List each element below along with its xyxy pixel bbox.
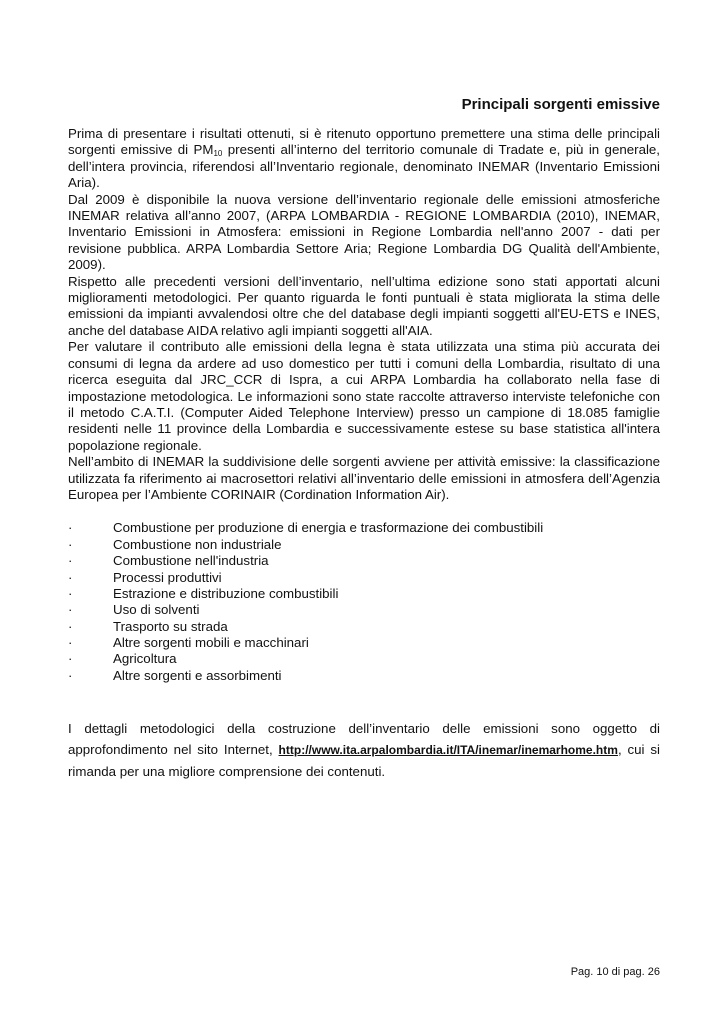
closing-text-after: , cui si rimanda per una migliore comprensione dei contenuti. — [68, 742, 660, 779]
paragraph-intro — [68, 126, 660, 192]
list-item: · Combustione nell'industria — [68, 553, 269, 569]
paragraph-classification: Nell’ambito di INEMAR la suddivisione delle sorgenti avviene per attività emissive: la classificazione utilizzata fa riferimento ai macrosettori relativi all’inventario delle emissioni in atmosfera dell’Agenzia Europea per l’Ambiente CORINAIR (Cordination Information Air). — [68, 454, 660, 502]
bullet-icon: · — [68, 585, 73, 601]
bullet-icon: · — [68, 618, 73, 634]
list-item: · Estrazione e distribuzione combustibili — [68, 585, 339, 601]
closing-text-before: I dettagli metodologici della costruzione dell’inventario delle emissioni sono oggetto di approfondimento nel sito Internet, — [68, 721, 660, 757]
bullet-icon: · — [68, 635, 73, 651]
list-item: · Combustione per produzione di energia e trasformazione dei combustibili — [68, 520, 544, 536]
list-item: · Uso di solventi — [68, 602, 200, 618]
bullet-icon: · — [68, 553, 73, 569]
bullet-icon: · — [68, 569, 73, 585]
list-item: · Trasporto su strada — [68, 618, 228, 634]
list-item: · Agricoltura — [68, 651, 177, 667]
body-text — [68, 126, 660, 684]
paragraph-inventory-version: Dal 2009 è disponibile la nuova versione dell’inventario regionale delle emissioni atmosferiche INEMAR relativa all’anno 2007, (ARPA LOMBARDIA - REGIONE LOMBARDIA (2010), INEMAR, Inventario Emissioni in Atmosfera: emissioni in Regione Lombardia nell'anno 2007 - dati per revisione pubblica. ARPA Lombardia Settore Aria; Regione Lombardia DG Qualità dell'Ambiente, 2009). — [68, 191, 660, 273]
section-heading: Principali sorgenti emissive — [461, 96, 660, 113]
bullet-icon: · — [68, 651, 73, 667]
bullet-icon: · — [68, 602, 73, 618]
paragraph-intro-part2: presenti all’interno del territorio comunale di Tradate e, più in generale, dell’intera provincia, riferendosi all’Inventario regionale, denominato INEMAR (Inventario Emissioni Aria). — [68, 142, 661, 191]
list-item: · Altre sorgenti mobili e macchinari — [68, 635, 309, 651]
bullet-icon: · — [68, 536, 73, 552]
list-item: · Altre sorgenti e assorbimenti — [68, 667, 282, 683]
pm-subscript: 10 — [213, 149, 223, 159]
list-item: · Combustione non industriale — [68, 536, 282, 552]
paragraph-intro-part1: Prima di presentare i risultati ottenuti, si è ritenuto opportuno premettere una stima delle principali sorgenti emissive di PM — [68, 126, 660, 158]
closing-paragraph — [68, 718, 660, 782]
bullet-icon: · — [68, 520, 73, 536]
macrosector-list — [68, 520, 660, 684]
list-item: · Processi produttivi — [68, 569, 222, 585]
paragraph-improvements: Rispetto alle precedenti versioni dell’inventario, nell’ultima edizione sono stati apportati alcuni miglioramenti metodologici. Per quanto riguarda le fonti puntuali è stata migliorata la stima delle emissioni da impianti avvalendosi oltre che del database degli impianti soggetti all'EU-ETS e INES, anche del database AIDA relativo agli impianti soggetti all'AIA. — [68, 273, 660, 338]
bullet-icon: · — [68, 667, 73, 683]
inemar-link[interactable]: http://www.ita.arpalombardia.it/ITA/inemar/inemarhome.htm — [278, 743, 618, 757]
paragraph-wood-estimate: Per valutare il contributo alle emissioni della legna è stata utilizzata una stima più accurata dei consumi di legna da ardere ad uso domestico per tutti i comuni della Lombardia, risultato di una ricerca eseguita dal JRC_CCR di Ispra, a cui ARPA Lombardia ha collaborato nella fase di impostazione metodologica. Le informazioni sono state raccolte attraverso interviste telefoniche con il metodo C.A.T.I. (Computer Aided Telephone Interview) presso un campione di 18.085 famiglie residenti nelle 11 province della Lombardia e successivamente estese su base statistica all'intera popolazione regionale. — [68, 339, 660, 453]
page-number: Pag. 10 di pag. 26 — [570, 966, 660, 978]
